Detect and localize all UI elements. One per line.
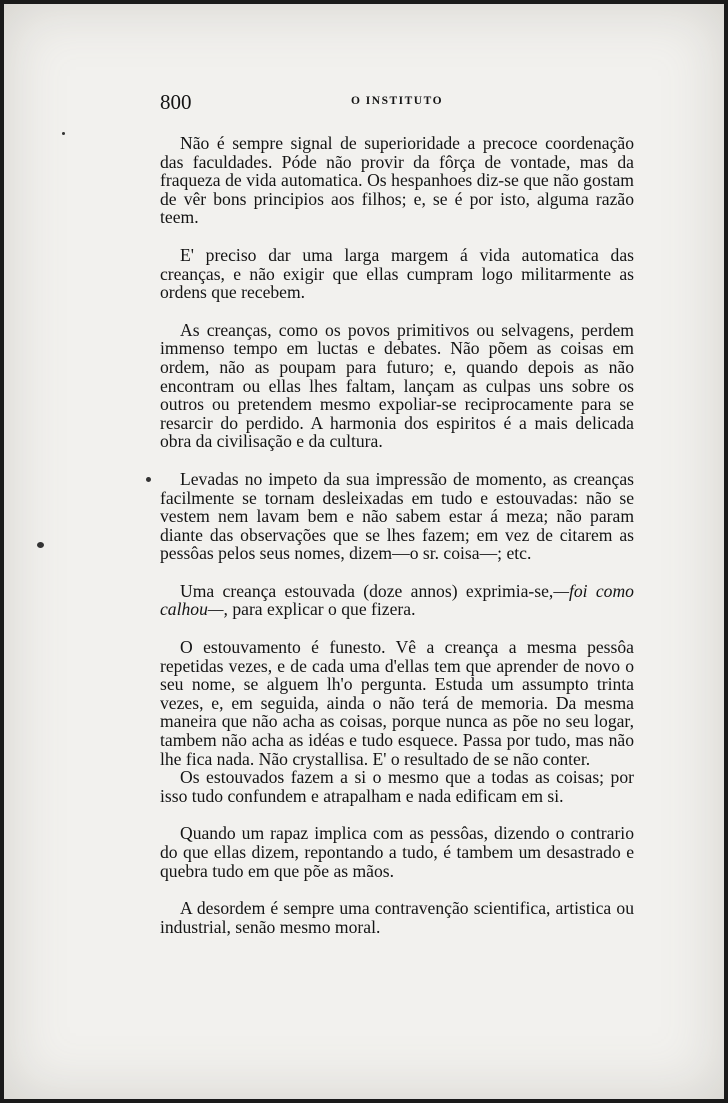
paragraph-8: Quando um rapaz implica com as pessôas, dizendo o contrario do que ellas dizem, repontando a tudo, é tambem um desastrado e quebra tudo em que põe as mãos. [160, 823, 634, 881]
book-page [4, 4, 724, 1099]
paragraph-4: Levadas no impeto da sua impressão de momento, as creanças facilmente se tornam desleixadas em tudo e estouvadas: não se vestem nem lavam bem e não sabem estar á meza; não param diante das observações que se lhes fazem; em vez de citarem as pessôas pelos seus nomes, dizem—o sr. coisa—; etc. [160, 468, 634, 564]
paragraph-7: Os estouvados fazem a si o mesmo que a todas as coisas; por isso tudo confundem e atrapalham e nada edificam em si. [160, 767, 634, 806]
page-body [160, 134, 634, 936]
paragraph-3: As creanças, como os povos primitivos ou selvagens, perdem immenso tempo em luctas e debates. Não põem as coisas em ordem, não as poupam para futuro; e, quando depois as não encontram ou ellas lhes faltam, lançam as culpas uns sobre os outros ou pretendem mesmo expoliar-se reciprocamente para se resarcir do perdido. A harmonia dos espiritos é a mais delicada obra da civilisação e da cultura. [160, 319, 634, 452]
print-speck [62, 132, 65, 135]
paragraph-1: Não é sempre signal de superioridade a precoce coordenação das faculdades. Póde não provir da fôrça de vontade, mas da fraqueza de vida automatica. Os hespanhoes diz-se que não gostam de vêr bons principios aos filhos; e, se é por isto, alguma razão teem. [160, 133, 634, 228]
paragraph-5-end: para explicar o que fizera. [227, 599, 416, 620]
paragraph-6: O estouvamento é funesto. Vê a creança a mesma pessôa repetidas vezes, e de cada uma d'ellas tem que aprender de novo o seu nome, se alguem lh'o pergunta. Estuda um assumpto trinta vezes, e, em seguida, ainda o não terá de memoria. Da mesma maneira que não acha as coisas, porque nunca as põe no seu logar, tambem não acha as idéas e tudo esquece. Passa por tudo, mas não lhe fica nada. Não crystallisa. E' o resultado de se não conter. [160, 637, 634, 769]
paragraph-5-text: Uma creança estouvada (doze annos) exprimia-se, [180, 580, 554, 601]
paragraph-2: E' preciso dar uma larga margem á vida automatica das creanças, e não exigir que ellas cumpram logo militarmente as ordens que recebem. [160, 244, 634, 303]
running-title: O INSTITUTO [350, 95, 444, 107]
paragraph-9: A desordem é sempre uma contravenção scientifica, artistica ou industrial, senão mesmo moral. [160, 898, 634, 937]
page-number: 800 [160, 90, 192, 114]
print-speck [146, 477, 151, 482]
print-speck [37, 542, 44, 548]
page-header [160, 90, 634, 114]
paragraph-5-quote: —foi como calhou—, [160, 580, 634, 620]
paragraph-5 [160, 582, 634, 619]
